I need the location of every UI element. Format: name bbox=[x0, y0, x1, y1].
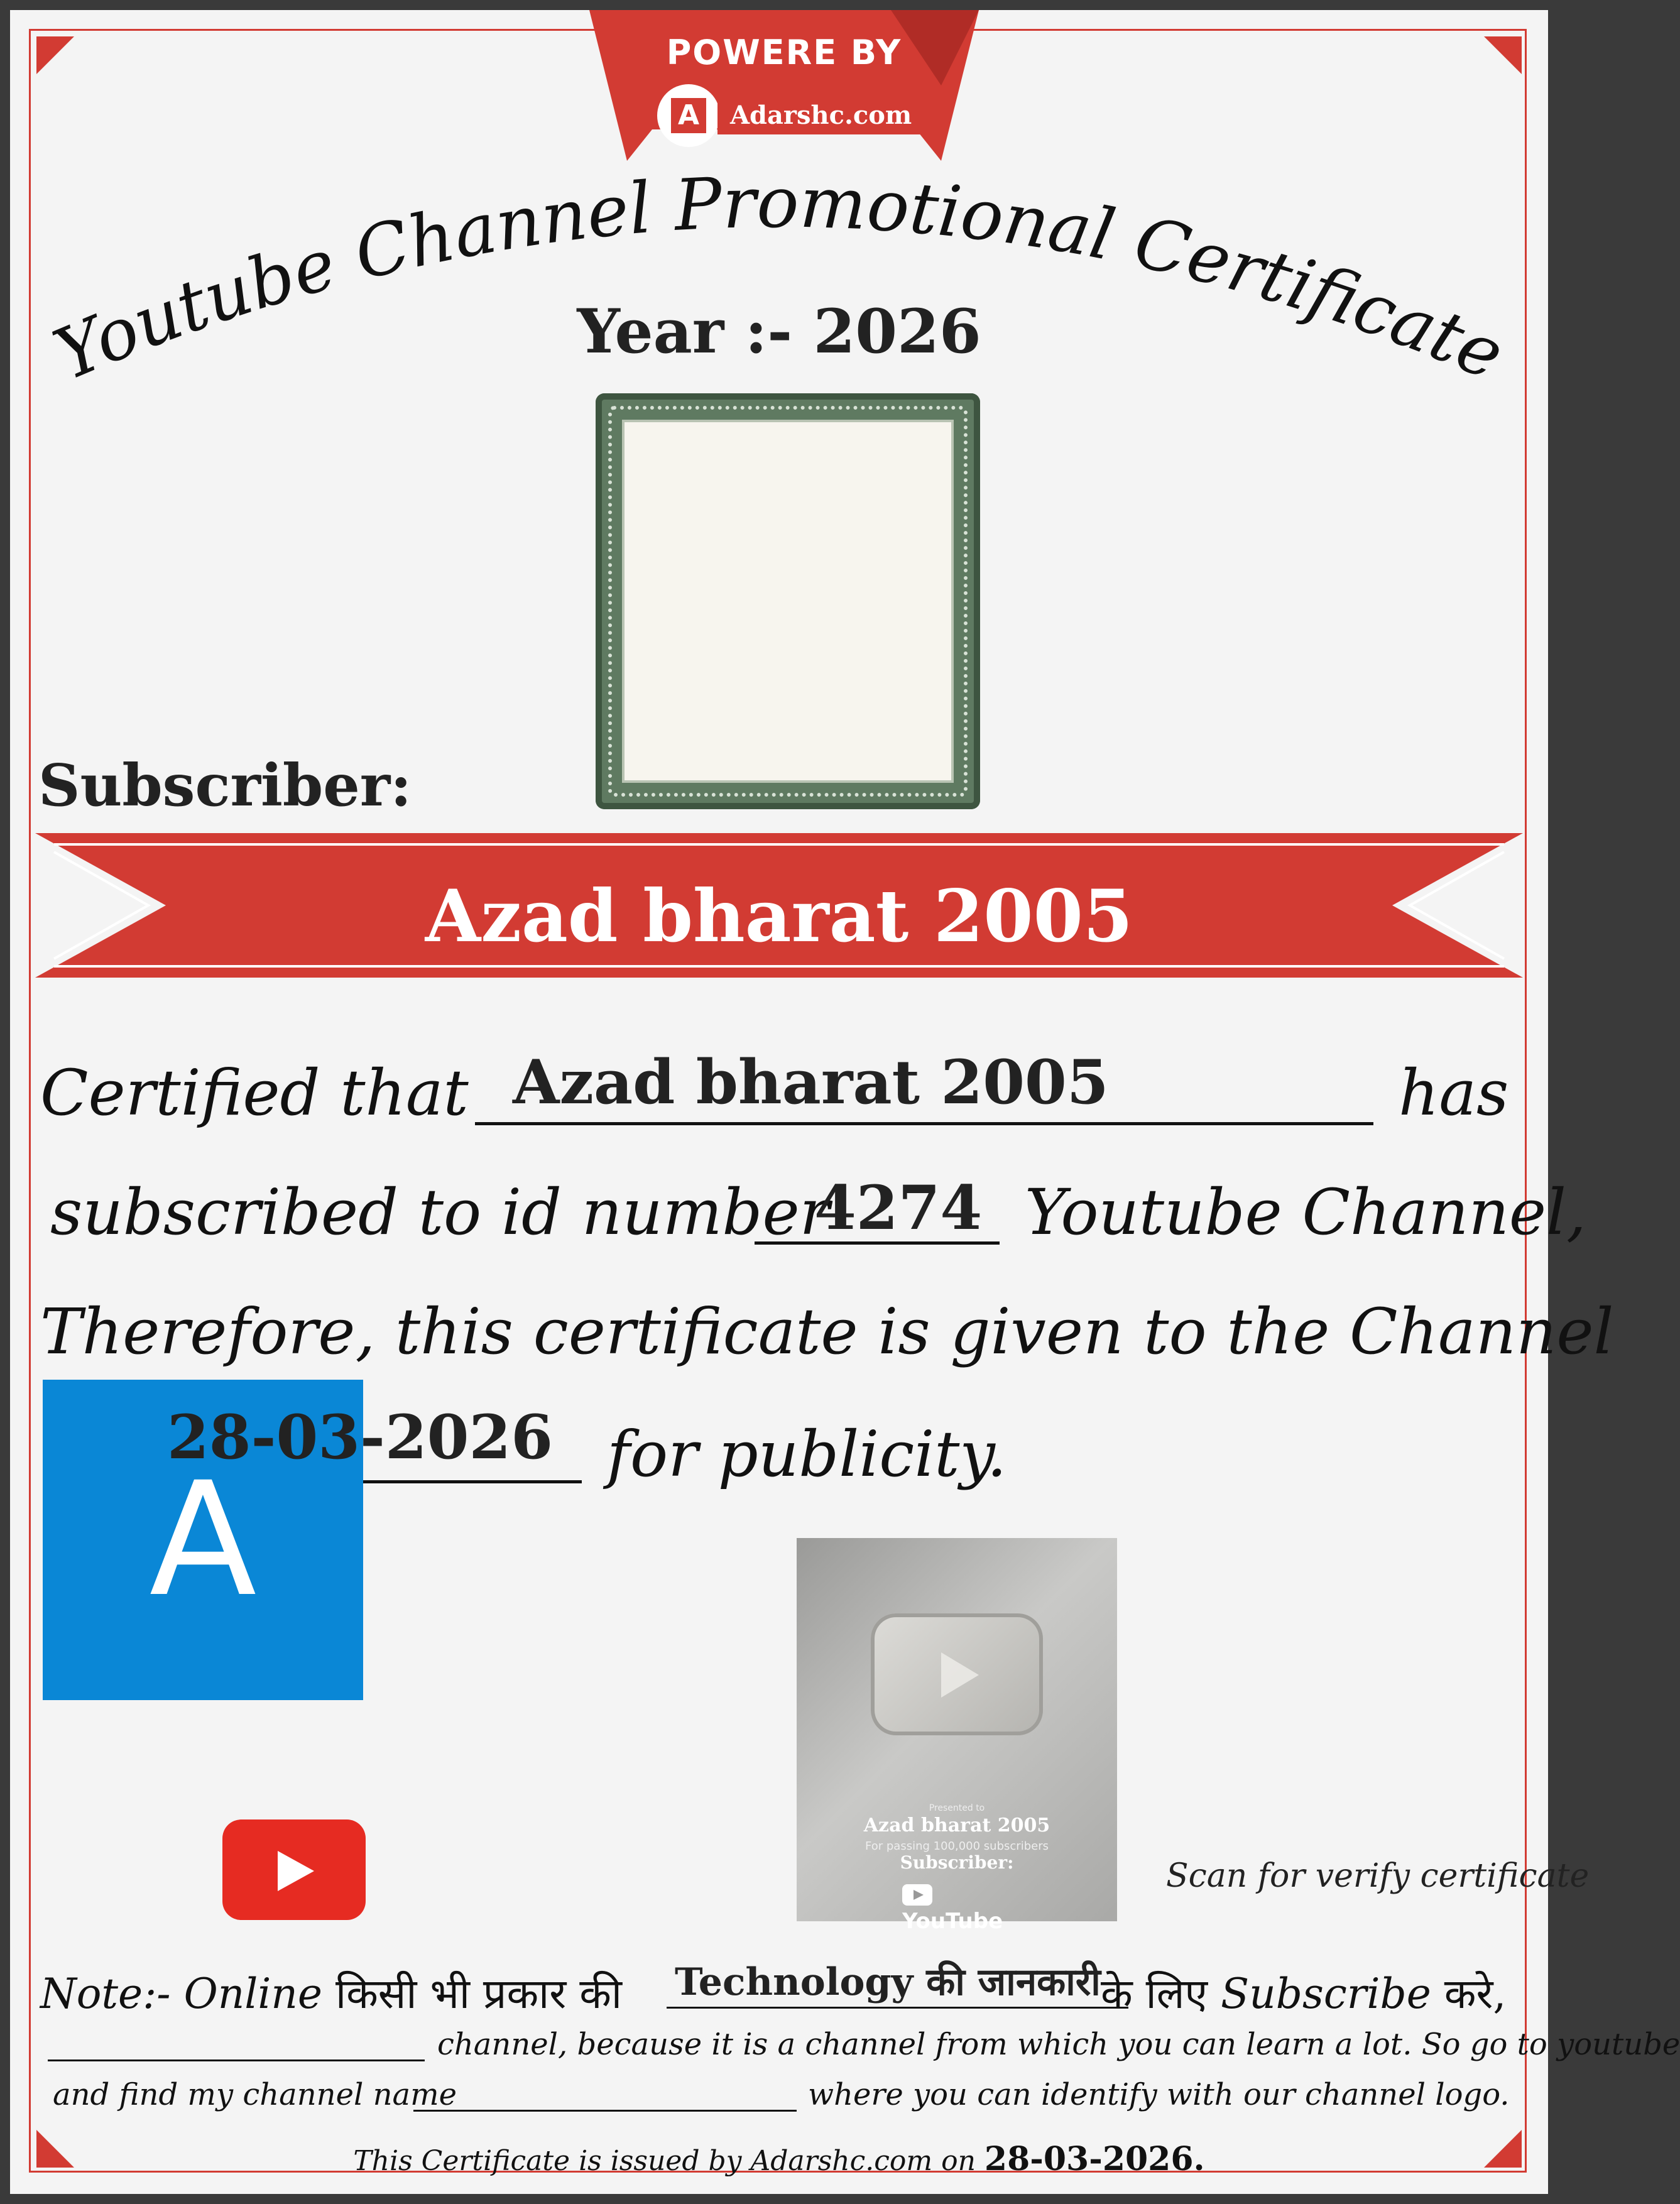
note-underline bbox=[667, 2007, 1128, 2009]
subscribed-text: subscribed to id number bbox=[50, 1176, 830, 1249]
channel-name-underline bbox=[413, 2110, 797, 2112]
id-number: 4274 bbox=[814, 1172, 983, 1243]
note-prefix: Note:- Online bbox=[40, 1970, 322, 2018]
issued-date: 28-03-2026. bbox=[984, 2140, 1205, 2178]
certificate-sheet bbox=[10, 10, 1680, 2194]
note-line-3a: and find my channel name bbox=[53, 2077, 457, 2112]
plaque-brand: YouTube bbox=[902, 1909, 1003, 1934]
certified-name: Azad bharat 2005 bbox=[513, 1047, 1109, 1118]
title-text: Youtube Channel Promotional Certificate bbox=[43, 161, 1515, 396]
plaque-subscriber: Subscriber: bbox=[900, 1852, 1014, 1873]
note-hindi-3: करे, bbox=[1444, 1970, 1507, 2018]
powered-by-text: POWERE BY bbox=[666, 33, 902, 72]
plaque-presented: Presented to bbox=[929, 1803, 985, 1813]
plaque-name: Azad bharat 2005 bbox=[863, 1814, 1050, 1836]
issued-line bbox=[10, 2140, 1548, 2178]
youtube-play-icon[interactable] bbox=[222, 1819, 366, 1920]
has-text: has bbox=[1399, 1056, 1509, 1130]
certified-that-text: Certified that bbox=[40, 1056, 469, 1130]
photo-frame bbox=[596, 393, 980, 809]
note-fill: Technology की जानकारी bbox=[675, 1960, 1101, 2004]
plaque-passing: For passing 100,000 subscribers bbox=[865, 1840, 1049, 1853]
note-line-2: channel, because it is a channel from which you can learn a lot. So go to youtube bbox=[437, 2027, 1680, 2062]
name-underline bbox=[475, 1122, 1373, 1125]
scan-verify-text: Scan for verify certificate bbox=[1166, 1857, 1590, 1895]
note-hindi-2: के लिए bbox=[1100, 1970, 1208, 2018]
certificate-date: 28-03-2026 bbox=[167, 1402, 554, 1473]
youtube-logo-icon bbox=[902, 1884, 932, 1906]
note-hindi-1: किसी भी प्रकार की bbox=[335, 1970, 623, 2018]
plaque-youtube-logo bbox=[902, 1880, 1028, 1934]
logo-name: Adarshc.com bbox=[717, 97, 924, 134]
for-publicity-text: for publicity. bbox=[607, 1417, 1007, 1491]
adarshc-logo-icon: A bbox=[671, 98, 706, 133]
note-line-3b: where you can identify with our channel logo. bbox=[808, 2077, 1510, 2112]
photo-placeholder bbox=[622, 420, 954, 783]
plaque-play-icon bbox=[871, 1613, 1043, 1735]
year-line: Year :- 2026 bbox=[577, 296, 981, 367]
subscriber-label: Subscriber: bbox=[38, 751, 412, 819]
issued-text: This Certificate is issued by Adarshc.com on bbox=[353, 2145, 976, 2177]
corner-ornament bbox=[1484, 36, 1522, 74]
channel-avatar: A bbox=[43, 1380, 363, 1700]
therefore-text: Therefore, this certificate is given to the Channel bbox=[40, 1295, 1614, 1368]
corner-ornament bbox=[36, 36, 74, 74]
channel-underline bbox=[48, 2059, 425, 2061]
silver-play-button-plaque bbox=[797, 1538, 1117, 1934]
youtube-channel-text: Youtube Channel, bbox=[1025, 1176, 1586, 1249]
note-subscribe: Subscribe bbox=[1220, 1970, 1431, 2018]
banner-name: Azad bharat 2005 bbox=[425, 874, 1133, 958]
